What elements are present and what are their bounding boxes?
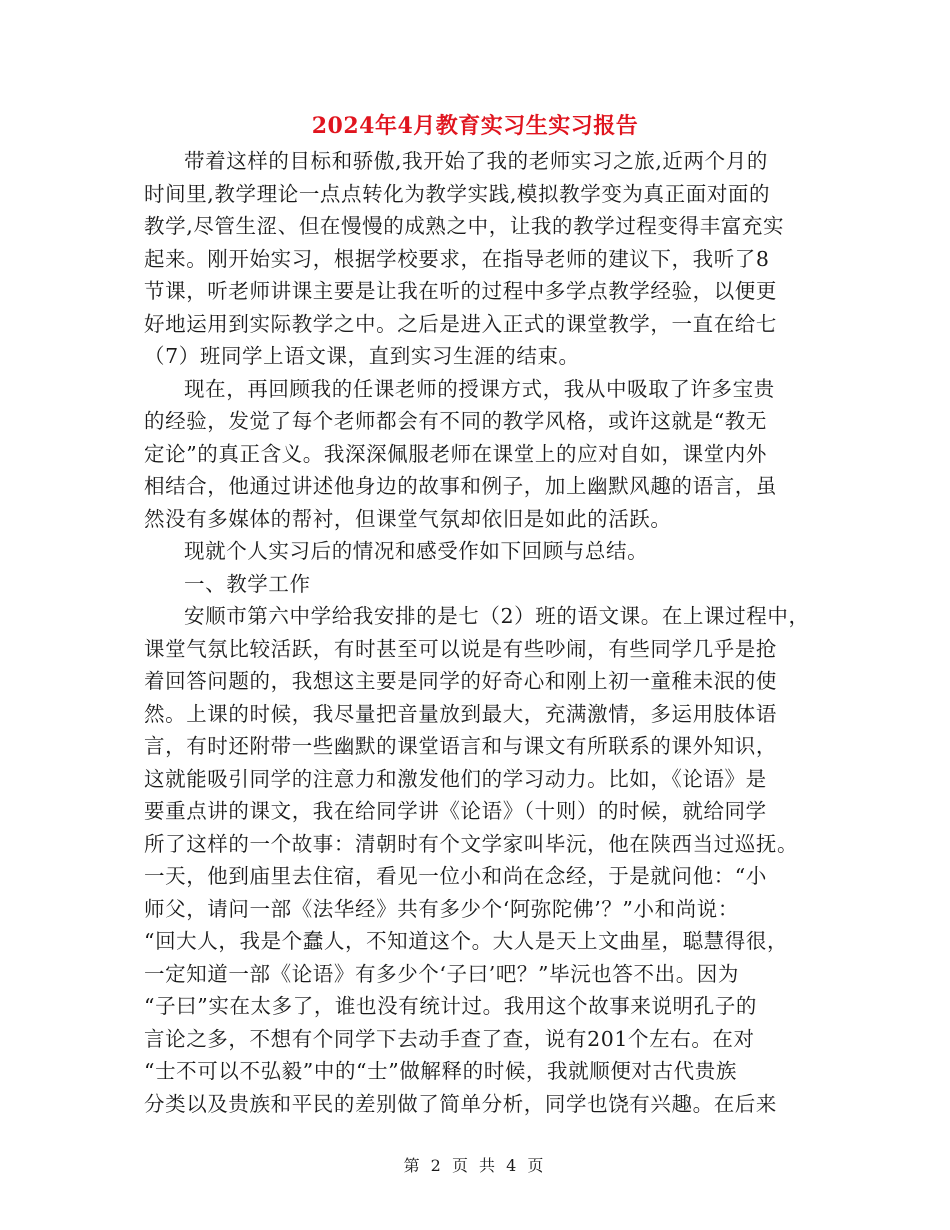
text-line: 带着这样的目标和骄傲,我开始了我的老师实习之旅,近两个月的 [184, 149, 768, 173]
text-line: 安顺市第六中学给我安排的是七（2）班的语文课。在上课过程中， [184, 604, 810, 628]
document-title: 2024年4月教育实习生实习报告 [311, 113, 639, 139]
text-line: 时间里,教学理论一点点转化为教学实践,模拟教学变为真正面对面的 [144, 181, 771, 206]
text-line: 言论之多，不想有个同学下去动手查了查，说有201个左右。在对 [144, 1026, 755, 1051]
text-line: 相结合，他通过讲述他身边的故事和例子，加上幽默风趣的语言，虽 [144, 474, 777, 498]
text-line: 所了这样的一个故事：清朝时有个文学家叫毕沅，他在陕西当过巡抚。 [144, 831, 799, 856]
text-line: 分类以及贵族和平民的差别做了简单分析，同学也饶有兴趣。在后来 [144, 1091, 777, 1116]
text-line: （7）班同学上语文课，直到实习生涯的结束。 [144, 344, 580, 368]
text-line: 要重点讲的课文，我在给同学讲《论语》（十则）的时候，就给同学 [144, 799, 767, 823]
text-line: “士不可以不弘毅”中的“士”做解释的时候，我就顺便对古代贵族 [144, 1059, 737, 1083]
text-line: 然。上课的时候，我尽量把音量放到最大，充满激情，多运用肢体语 [144, 701, 777, 726]
text-line: “子曰”实在太多了，谁也没有统计过。我用这个故事来说明孔子的 [144, 994, 757, 1018]
document-body [144, 145, 814, 1120]
text-line: 现在，再回顾我的任课老师的授课方式，我从中吸取了许多宝贵 [184, 376, 775, 401]
text-line: 着回答问题的，我想这主要是同学的好奇心和刚上初一童稚未泯的使 [144, 669, 777, 693]
text-line: 好地运用到实际教学之中。之后是进入正式的课堂教学，一直在给七 [144, 311, 777, 336]
text-line: 教学,尽管生涩、但在慢慢的成熟之中，让我的教学过程变得丰富充实 [144, 214, 785, 238]
text-line: 节课，听老师讲课主要是让我在听的过程中多学点教学经验，以便更 [144, 279, 777, 303]
text-line: 师父，请问一部《法华经》共有多少个‘阿弥陀佛’？”小和尚说： [144, 896, 740, 921]
text-line: 言，有时还附带一些幽默的课堂语言和与课文有所联系的课外知识， [144, 734, 777, 758]
text-line: 然没有多媒体的帮衬，但课堂气氛却依旧是如此的活跃。 [144, 506, 672, 531]
text-line: 一定知道一部《论语》有多少个‘子曰’吧？”毕沅也答不出。因为 [144, 961, 740, 986]
page-footer: 第 2 页 共 4 页 [403, 1156, 547, 1175]
text-line: 的经验，发觉了每个老师都会有不同的教学风格，或许这就是“教无 [144, 409, 767, 433]
text-line: “回大人，我是个蠢人，不知道这个。大人是天上文曲星，聪慧得很， [144, 929, 789, 953]
text-line: 现就个人实习后的情况和感受作如下回顾与总结。 [184, 539, 649, 563]
text-line: 定论”的真正含义。我深深佩服老师在课堂上的应对自如，课堂内外 [144, 441, 767, 466]
text-line: 这就能吸引同学的注意力和激发他们的学习动力。比如，《论语》是 [144, 766, 767, 791]
text-line: 一天，他到庙里去住宿，看见一位小和尚在念经，于是就问他：“小 [144, 864, 767, 888]
text-line: 起来。刚开始实习，根据学校要求，在指导老师的建议下，我听了8 [144, 246, 770, 271]
text-line: 课堂气氛比较活跃，有时甚至可以说是有些吵闹，有些同学几乎是抢 [144, 636, 777, 661]
section-heading: 一、教学工作 [184, 571, 311, 596]
